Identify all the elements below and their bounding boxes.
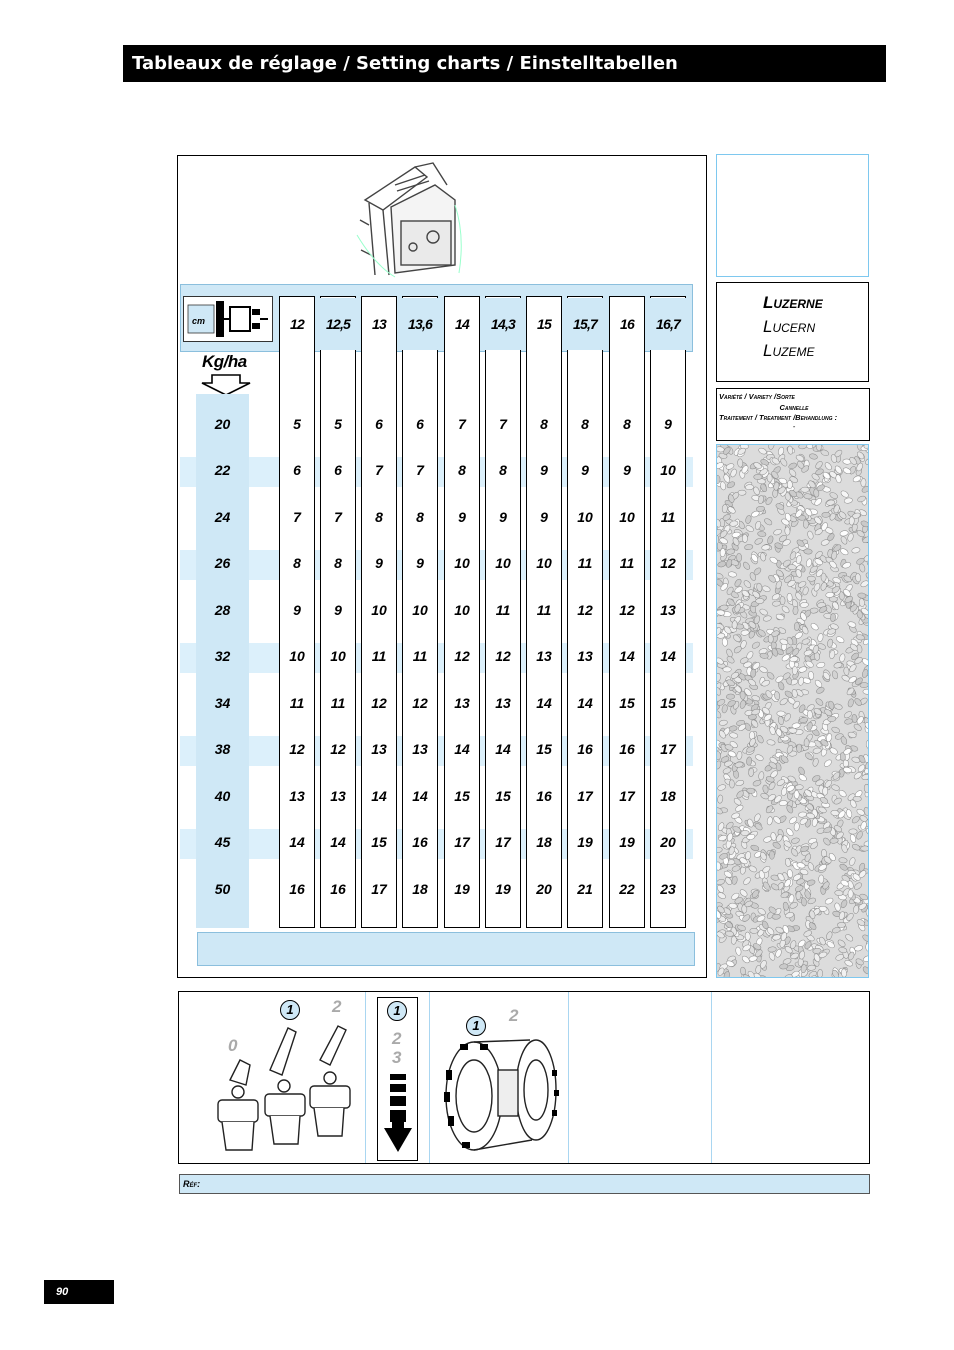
crop-name-de: Luzeme [763,341,815,360]
page-number: 90 [44,1280,114,1304]
column-header: 12 [290,316,304,332]
table-cell: 11 [660,509,676,525]
gate-down-arrow-icon [382,1072,414,1154]
table-cell: 6 [416,416,424,432]
table-cell: 12 [577,602,593,618]
gate-setting-option: 3 [392,1048,402,1067]
table-cell: 14 [536,695,552,711]
table-cell: 19 [454,881,470,897]
kg-value: 20 [214,416,231,432]
table-cell: 11 [289,695,305,711]
table-cell: 10 [454,602,470,618]
table-cell: 11 [330,695,346,711]
page-title: Tableaux de réglage / Setting charts / Einstelltabellen [123,45,886,82]
roller-setting-active: 1 [466,1016,486,1036]
table-cell: 9 [499,509,507,525]
table-cell: 12 [330,741,346,757]
table-cell: 18 [660,788,676,804]
lever-setting-active: 1 [280,1000,300,1020]
table-cell: 7 [499,416,507,432]
table-cell: 21 [577,881,593,897]
table-cell: 16 [536,788,552,804]
variety-label: Variété / Variety /Sorte [719,392,795,401]
kg-value: 50 [214,881,231,897]
table-cell: 9 [334,602,342,618]
table-cell: 10 [577,509,593,525]
crop-name-fr: Luzerne [763,293,823,312]
crop-name-box [716,282,869,382]
table-cell: 14 [619,648,635,664]
divider [429,992,430,1163]
table-cell: 12 [619,602,635,618]
lever-setting-option: 2 [332,997,342,1016]
kg-value: 26 [214,555,231,571]
roller-setting-option: 2 [509,1006,519,1025]
table-cell: 16 [619,741,635,757]
metering-roller-illustration [440,1030,562,1158]
table-cell: 16 [412,834,428,850]
table-cell: 10 [454,555,470,571]
table-cell: 18 [536,834,552,850]
table-cell: 16 [289,881,305,897]
table-cell: 8 [416,509,424,525]
down-arrow-icon [198,374,254,396]
table-cell: 14 [289,834,305,850]
table-cell: 14 [495,741,511,757]
divider [365,992,366,1163]
kg-value: 40 [214,788,231,804]
table-cell: 14 [577,695,593,711]
table-cell: 10 [619,509,635,525]
table-cell: 19 [495,881,511,897]
crop-name-en: Lucern [763,317,816,336]
cm-label: cm [192,316,206,326]
table-cell: 11 [371,648,387,664]
table-cell: 15 [536,741,552,757]
table-cell: 12 [412,695,428,711]
table-cell: 8 [623,416,631,432]
table-cell: 17 [660,741,676,757]
divider [711,992,712,1163]
table-cell: 9 [293,602,301,618]
table-cell: 13 [371,741,387,757]
variety-value: Cannelle [779,403,809,412]
table-cell: 11 [412,648,428,664]
table-cell: 15 [454,788,470,804]
table-cell: 8 [293,555,301,571]
table-cell: 12 [371,695,387,711]
table-cell: 14 [660,648,676,664]
table-cell: 17 [495,834,511,850]
table-cell: 7 [375,462,383,478]
table-cell: 17 [577,788,593,804]
unit-label: Kg/ha [202,352,247,371]
table-cell: 13 [660,602,676,618]
table-cell: 10 [660,462,676,478]
lever-illustration [210,1020,360,1160]
table-cell: 9 [458,509,466,525]
crop-photo-frame [716,154,869,277]
kg-value: 38 [214,741,231,757]
table-cell: 6 [334,462,342,478]
table-cell: 11 [619,555,635,571]
table-cell: 13 [330,788,346,804]
table-cell: 7 [416,462,424,478]
column-header: 13 [372,316,386,332]
gate-setting-active: 1 [387,1001,407,1021]
table-cell: 13 [289,788,305,804]
divider [568,992,569,1163]
table-cell: 13 [536,648,552,664]
table-cell: 10 [495,555,511,571]
table-cell: 6 [293,462,301,478]
table-cell: 6 [375,416,383,432]
tractor-drill-icon [184,297,272,341]
table-cell: 13 [454,695,470,711]
table-cell: 14 [412,788,428,804]
kg-value: 22 [214,462,231,478]
table-cell: 14 [454,741,470,757]
treatment-value: - [792,422,796,431]
table-cell: 15 [495,788,511,804]
table-cell: 8 [581,416,589,432]
table-cell: 5 [293,416,301,432]
table-cell: 16 [330,881,346,897]
table-cell: 12 [454,648,470,664]
table-cell: 15 [619,695,635,711]
table-cell: 10 [330,648,346,664]
table-cell: 12 [495,648,511,664]
table-cell: 14 [330,834,346,850]
table-cell: 15 [660,695,676,711]
table-cell: 8 [540,416,548,432]
table-cell: 9 [664,416,672,432]
kg-value: 28 [214,602,231,618]
table-cell: 19 [619,834,635,850]
table-cell: 8 [458,462,466,478]
table-cell: 9 [375,555,383,571]
table-cell: 13 [577,648,593,664]
column-header: 13,6 [402,298,438,350]
table-cell: 17 [619,788,635,804]
table-cell: 11 [495,602,511,618]
table-cell: 23 [660,881,676,897]
row-spacing-icon-cell [183,296,273,342]
table-cell: 10 [371,602,387,618]
treatment-label: Traitement / Treatment /Behandlung : [719,413,838,422]
gate-setting-option: 2 [392,1029,402,1048]
table-cell: 14 [371,788,387,804]
table-cell: 10 [536,555,552,571]
column-header: 12,5 [320,298,356,350]
table-cell: 22 [619,881,635,897]
variety-box [716,388,870,441]
table-cell: 20 [536,881,552,897]
table-cell: 11 [536,602,552,618]
table-cell: 9 [540,509,548,525]
kg-value: 34 [214,695,231,711]
table-cell: 15 [371,834,387,850]
table-cell: 8 [334,555,342,571]
column-header: 15,7 [567,298,603,350]
kg-value: 24 [214,509,231,525]
lever-setting-option: 0 [228,1036,238,1055]
table-cell: 9 [581,462,589,478]
table-cell: 8 [499,462,507,478]
table-cell: 20 [660,834,676,850]
table-cell: 12 [289,741,305,757]
table-cell: 19 [577,834,593,850]
table-cell: 13 [412,741,428,757]
column-header: 16,7 [650,298,686,350]
table-cell: 18 [412,881,428,897]
table-cell: 11 [577,555,593,571]
column-header: 16 [620,316,634,332]
table-footer-band [197,932,695,966]
table-cell: 13 [495,695,511,711]
table-cell: 9 [623,462,631,478]
seed-texture-image [716,444,869,978]
table-cell: 7 [334,509,342,525]
reference-band: Réf: [179,1174,870,1194]
kg-value: 45 [214,834,231,850]
table-cell: 10 [289,648,305,664]
table-cell: 7 [458,416,466,432]
seed-grains-illustration [717,445,869,978]
column-header: 14,3 [485,298,521,350]
table-cell: 9 [540,462,548,478]
table-cell: 7 [293,509,301,525]
kg-value: 32 [214,648,231,664]
table-cell: 17 [454,834,470,850]
column-header: 14 [455,316,469,332]
table-cell: 16 [577,741,593,757]
table-cell: 8 [375,509,383,525]
table-cell: 17 [371,881,387,897]
table-cell: 9 [416,555,424,571]
column-header: 15 [537,316,551,332]
table-cell: 12 [660,555,676,571]
table-cell: 10 [412,602,428,618]
table-cell: 5 [334,416,342,432]
seed-drill-illustration [355,155,475,280]
